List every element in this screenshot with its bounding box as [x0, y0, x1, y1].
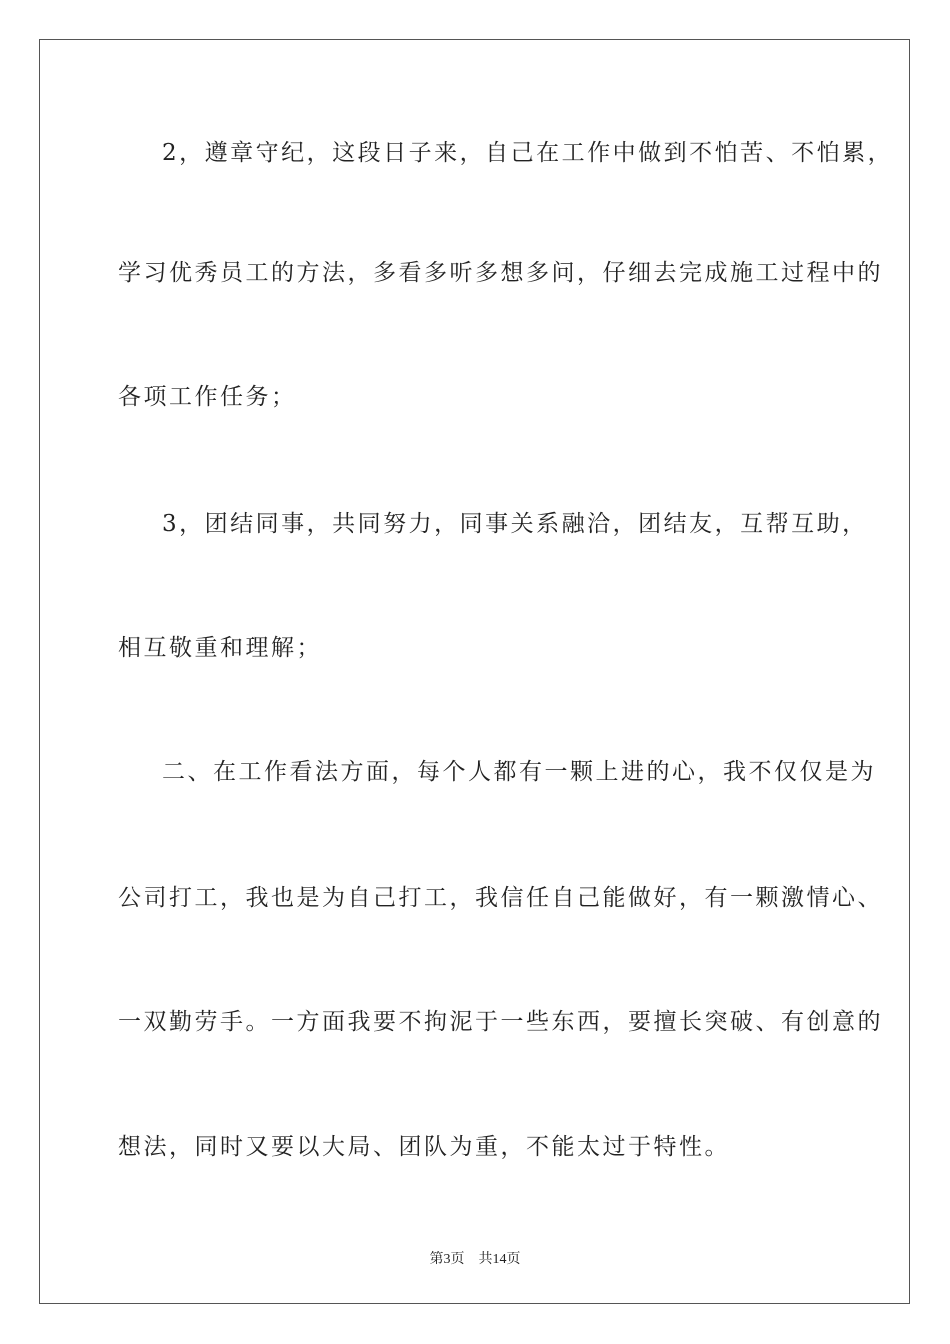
paragraph-line-1: 2，遵章守纪，这段日子来，自己在工作中做到不怕苦、不怕累， [162, 140, 894, 166]
paragraph-line-9: 想法，同时又要以大局、团队为重，不能太过于特性。 [118, 1134, 730, 1160]
page-number-footer: 第3页 共14页 [429, 1252, 521, 1267]
paragraph-line-7: 公司打工，我也是为自己打工，我信任自己能做好，有一颗激情心、 [118, 885, 883, 911]
paragraph-line-6: 二、在工作看法方面，每个人都有一颗上进的心，我不仅仅是为 [162, 759, 876, 785]
paragraph-line-4: 3，团结同事，共同努力，同事关系融洽，团结友，互帮互助， [162, 511, 868, 537]
paragraph-line-3: 各项工作任务； [118, 384, 297, 410]
paragraph-line-8: 一双勤劳手。一方面我要不拘泥于一些东西，要擅长突破、有创意的 [118, 1009, 883, 1035]
paragraph-line-5: 相互敬重和理解； [118, 635, 322, 661]
page-border [39, 39, 910, 1304]
paragraph-line-2: 学习优秀员工的方法，多看多听多想多问，仔细去完成施工过程中的 [118, 260, 883, 286]
